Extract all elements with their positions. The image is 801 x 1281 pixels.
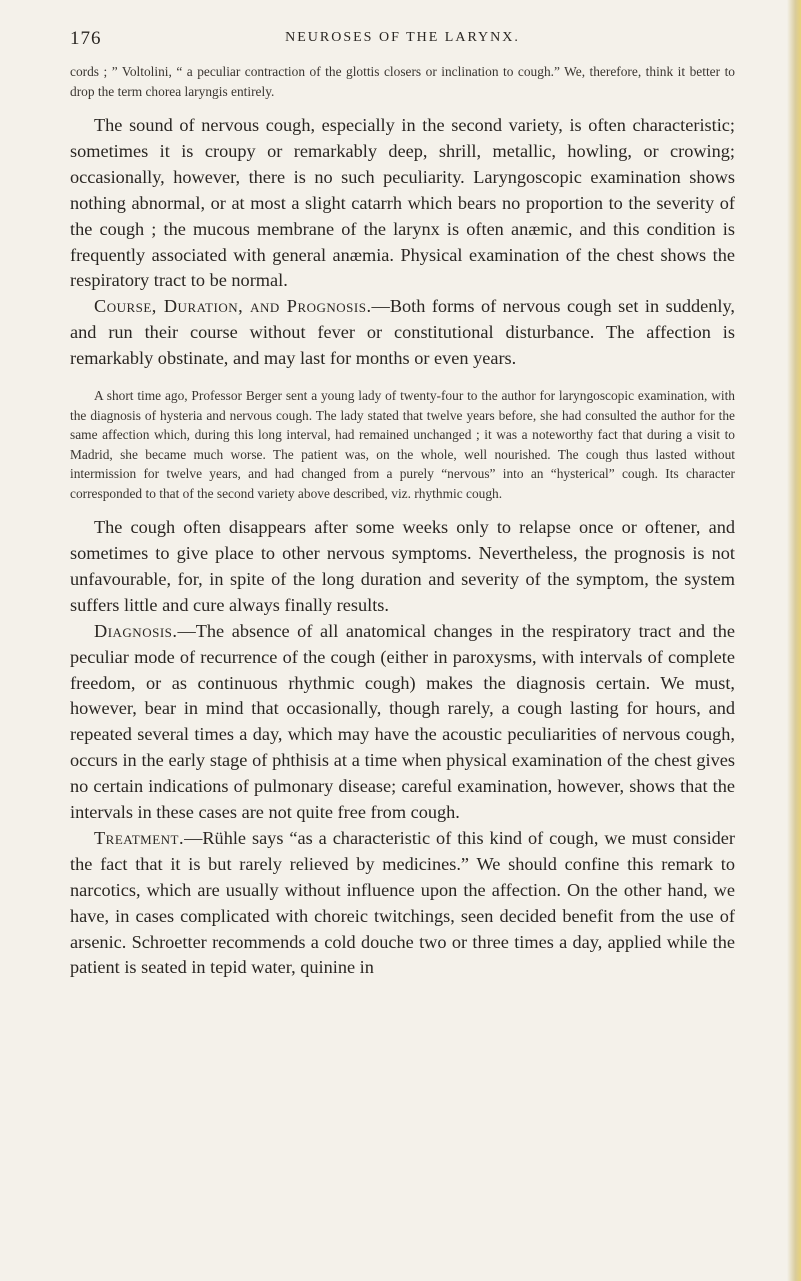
section-heading-course: Course, Duration, and Prognosis. — [94, 296, 372, 317]
running-title: NEUROSES OF THE LARYNX. — [285, 30, 520, 45]
paragraph-treatment-text: —Rühle says “as a characteristic of this kind of cough, we must consider the fact that it is but rarely relieved by medicines.” We should confine this remark to narcotics, which are usually without influence upon the affection. On the other hand, we have, in cases complicated with choreic twitchings, seen decided benefit from the use of arsenic. Schroetter recommends a cold douche two or three times a day, applied while the patient is seated in tepid water, quinine in — [70, 827, 735, 978]
paragraph-continuation: cords ; ” Voltolini, “ a peculiar contraction of the glottis closers or inclination to cough.” We, therefore, think it better to drop the term chorea laryngis entirely. — [70, 64, 735, 99]
paragraph-treatment — [70, 826, 735, 981]
page-edge — [787, 0, 801, 1281]
section-heading-treatment: Treatment. — [94, 827, 185, 848]
page-body — [70, 62, 735, 981]
section-heading-diagnosis: Diagnosis. — [94, 620, 178, 641]
paragraph-prognosis: The cough often disappears after some weeks only to relapse once or oftener, and sometimes to give place to other nervous symptoms. Nevertheless, the prognosis is not unfavourable, for, in spite of the long duration and severity of the symptom, the system suffers little and cure always finally results. — [70, 517, 735, 615]
paragraph-diagnosis — [70, 619, 735, 826]
paragraph-course-text: —Both forms of nervous cough set in suddenly, and run their course without fever or constitutional disturbance. The affection is remarkably obstinate, and may last for months or even years. — [70, 296, 735, 369]
page-header — [70, 28, 735, 50]
paragraph-course — [70, 294, 735, 372]
case-report: A short time ago, Professor Berger sent a young lady of twenty-four to the author for laryngoscopic examination, with the diagnosis of hysteria and nervous cough. The lady stated that twelve years before, she had consulted the author for the same affection which, during this long interval, had remained unchanged ; it was a noteworthy fact that during a visit to Madrid, she became much worse. The patient was, on the whole, well nourished. The cough thus lasted without intermission for twelve years, and had changed from a purely “nervous” into an “hysterical” cough. Its character corresponded to that of the second variety above described, viz. rhythmic cough. — [70, 388, 735, 501]
paragraph-diagnosis-text: —The absence of all anatomical changes in the respiratory tract and the peculiar mode of recurrence of the cough (either in paroxysms, with intervals of complete freedom, or as continuous rhythmic cough) makes the diagnosis certain. We must, however, bear in mind that occasionally, though rarely, a cough lasting for hours, and repeated several times a day, which may have the acoustic peculiarities of nervous cough, occurs in the early stage of phthisis at a time when physical examination of the chest gives no certain indications of pulmonary disease; careful examination, however, shows that the intervals in these cases are not quite free from cough. — [70, 620, 735, 823]
page-number: 176 — [70, 28, 102, 49]
paragraph-cough-sound: The sound of nervous cough, especially in the second variety, is often characteristic; sometimes it is croupy or remarkably deep, shrill, metallic, howling, or crowing; occasionally, however, there is no such peculiarity. Laryngoscopic examination shows nothing abnormal, or at most a slight catarrh which bears no proportion to the severity of the cough ; the mucous membrane of the larynx is often anæmic, and this condition is frequently associated with general anæmia. Physical examination of the chest shows the respiratory tract to be normal. — [70, 115, 735, 291]
